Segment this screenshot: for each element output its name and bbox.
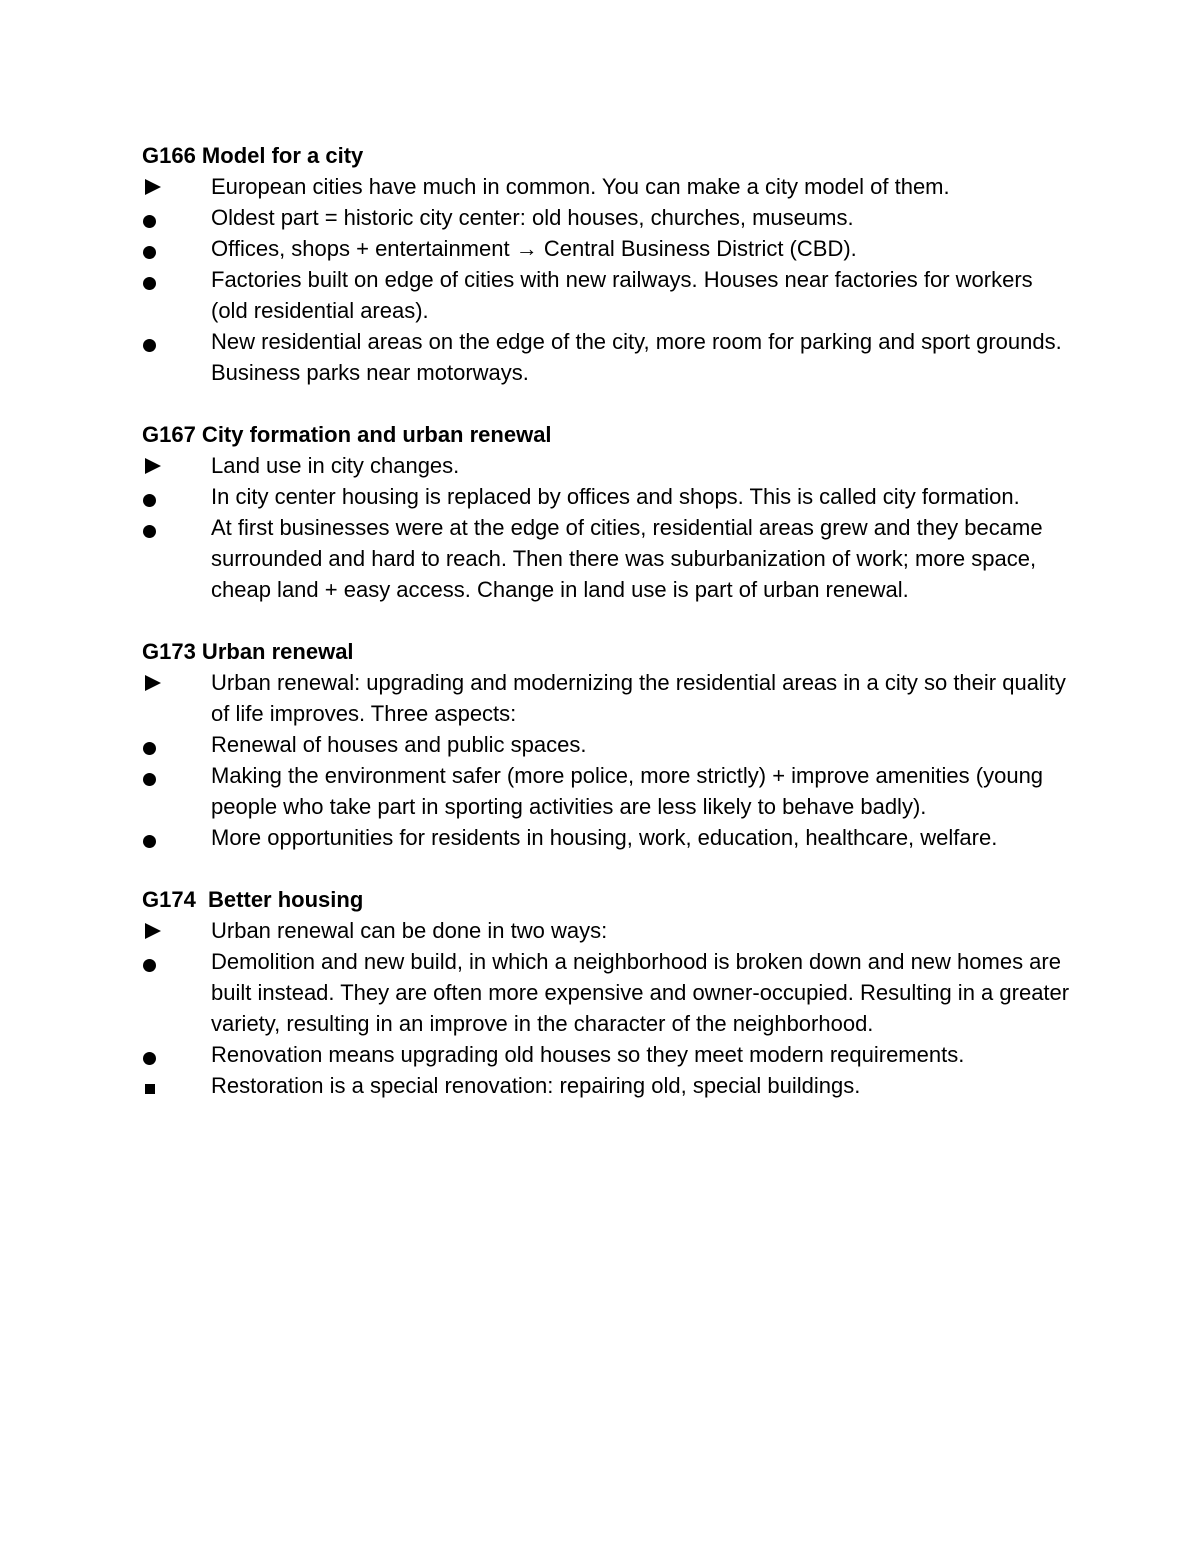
list-item-text: More opportunities for residents in housing, work, education, healthcare, welfare. bbox=[211, 825, 998, 850]
list-item bbox=[142, 171, 1072, 202]
list-item-text: Restoration is a special renovation: repairing old, special buildings. bbox=[211, 1073, 861, 1098]
list-item bbox=[142, 1039, 1072, 1070]
list-item bbox=[142, 760, 1072, 822]
list-item-text: Land use in city changes. bbox=[211, 453, 460, 478]
list-item bbox=[142, 233, 1072, 264]
list-item-text: Demolition and new build, in which a neighborhood is broken down and new homes are built instead. They are often more expensive and owner-occupied. Resulting in a greater variety, resulting in an improve in the character of the neighborhood. bbox=[211, 949, 1070, 1036]
list-item bbox=[142, 915, 1072, 946]
arrow-icon bbox=[142, 450, 172, 481]
list-item-text: Oldest part = historic city center: old houses, churches, museums. bbox=[211, 205, 854, 230]
arrow-icon bbox=[142, 667, 172, 698]
bullet-icon bbox=[142, 729, 172, 760]
list-item bbox=[142, 202, 1072, 233]
list-item-text: Factories built on edge of cities with new railways. Houses near factories for workers (old residential areas). bbox=[211, 267, 1033, 323]
list-item-text: Renewal of houses and public spaces. bbox=[211, 732, 587, 757]
list-item-text: Making the environment safer (more police, more strictly) + improve amenities (young people who take part in sporting activities are less likely to behave badly). bbox=[211, 763, 1044, 819]
list-item-text: Renovation means upgrading old houses so they meet modern requirements. bbox=[211, 1042, 965, 1067]
bullet-icon bbox=[142, 264, 172, 295]
list-item bbox=[142, 822, 1072, 853]
bullet-icon bbox=[142, 760, 172, 791]
section-g174 bbox=[142, 884, 1072, 1101]
bullet-icon bbox=[142, 1039, 172, 1070]
document-page bbox=[142, 140, 1072, 1132]
list-item-text: Urban renewal: upgrading and modernizing the residential areas in a city so their quality of life improves. Three aspects: bbox=[211, 670, 1066, 726]
arrow-icon bbox=[142, 915, 172, 946]
section-g166 bbox=[142, 140, 1072, 388]
bullet-icon bbox=[142, 481, 172, 512]
list-item-text: New residential areas on the edge of the city, more room for parking and sport grounds. Business parks near motorways. bbox=[211, 329, 1062, 385]
list-item-text: European cities have much in common. You can make a city model of them. bbox=[211, 174, 950, 199]
section-heading: G166 Model for a city bbox=[142, 143, 364, 168]
square-bullet-icon bbox=[142, 1070, 172, 1101]
section-heading: G174 Better housing bbox=[142, 887, 364, 912]
list-item bbox=[142, 667, 1072, 729]
section-heading: G167 City formation and urban renewal bbox=[142, 422, 552, 447]
list-item bbox=[142, 264, 1072, 326]
bullet-icon bbox=[142, 946, 172, 977]
bullet-icon bbox=[142, 822, 172, 853]
list-item-text: Urban renewal can be done in two ways: bbox=[211, 918, 608, 943]
list-item bbox=[142, 326, 1072, 388]
bullet-icon bbox=[142, 233, 172, 264]
list-item-text: At first businesses were at the edge of cities, residential areas grew and they became surrounded and hard to reach. Then there was suburbanization of work; more space, cheap land + easy access. Change in land use is part of urban renewal. bbox=[211, 515, 1043, 602]
section-g173 bbox=[142, 636, 1072, 853]
list-item bbox=[142, 729, 1072, 760]
bullet-icon bbox=[142, 202, 172, 233]
section-g167 bbox=[142, 419, 1072, 605]
list-item bbox=[142, 946, 1072, 1039]
list-item bbox=[142, 450, 1072, 481]
list-item-text: Offices, shops + entertainment → Central Business District (CBD). bbox=[211, 236, 857, 261]
list-item bbox=[142, 512, 1072, 605]
arrow-icon bbox=[142, 171, 172, 202]
bullet-icon bbox=[142, 512, 172, 543]
list-item bbox=[142, 481, 1072, 512]
bullet-icon bbox=[142, 326, 172, 357]
list-item-text: In city center housing is replaced by offices and shops. This is called city formation. bbox=[211, 484, 1020, 509]
list-item bbox=[142, 1070, 1072, 1101]
section-heading: G173 Urban renewal bbox=[142, 639, 354, 664]
